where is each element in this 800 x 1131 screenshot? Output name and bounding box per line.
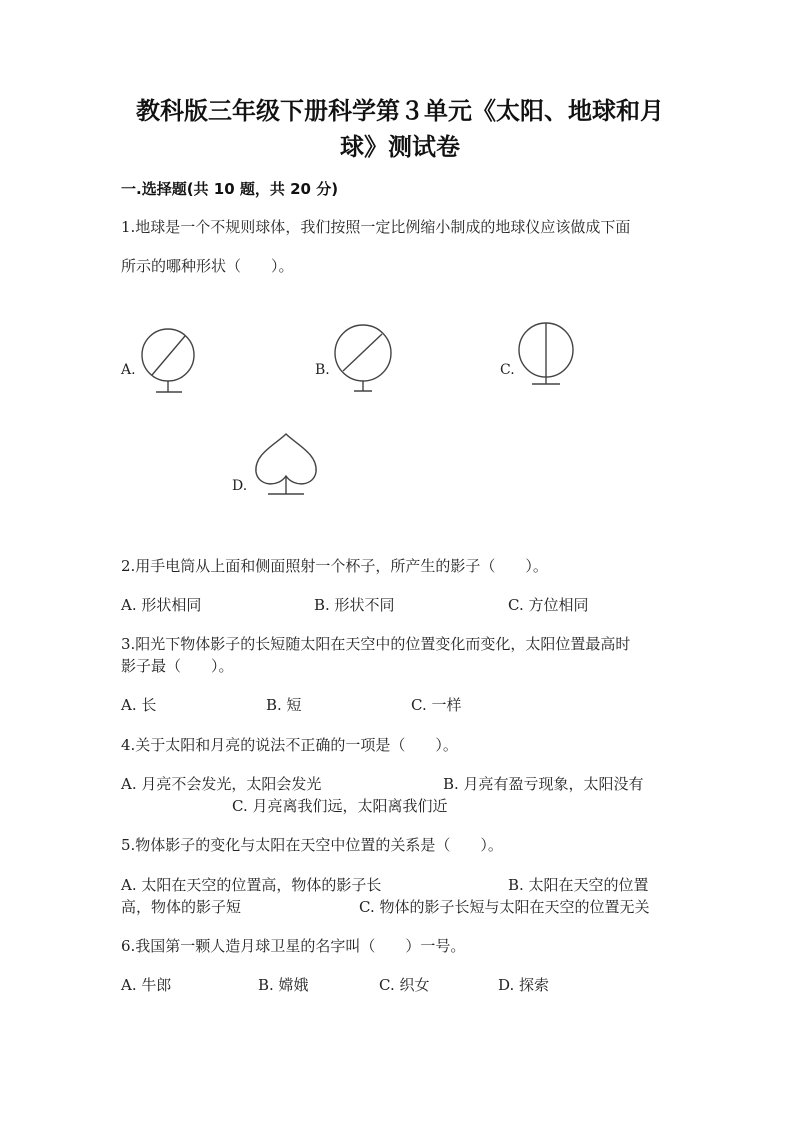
question-4-text: 4.关于太阳和月亮的说法不正确的一项是（ ）。: [121, 736, 458, 754]
q3-option-c: C. 一样: [411, 696, 462, 714]
question-6-text: 6.我国第一颗人造月球卫星的名字叫（ ）一号。: [121, 937, 466, 955]
q3-option-a: A. 长: [121, 696, 157, 714]
q4-option-b: B. 月亮有盈亏现象，太阳没有: [443, 775, 644, 793]
q6-option-a: A. 牛郎: [121, 976, 172, 994]
q5-option-b-end: 高，物体的影子短: [121, 898, 242, 916]
q4-option-a: A. 月亮不会发光，太阳会发光: [121, 775, 322, 793]
q2-option-a: A. 形状相同: [121, 596, 202, 614]
question-1-line-2: 所示的哪种形状（ ）。: [121, 257, 294, 275]
q1-option-d-label: D.: [232, 478, 248, 494]
q5-option-c: C. 物体的影子长短与太阳在天空的位置无关: [359, 898, 650, 916]
q3-option-b: B. 短: [266, 696, 302, 714]
question-3-line-2: 影子最（ ）。: [121, 657, 234, 675]
globe-vertical-figure-c: [518, 320, 578, 390]
q6-option-d: D. 探索: [498, 976, 550, 994]
q4-option-c: C. 月亮离我们远，太阳离我们近: [232, 797, 448, 815]
globe-diagonal-figure-a: [140, 328, 200, 396]
title-line-2: 球》测试卷: [340, 133, 460, 161]
question-5-text: 5.物体影子的变化与太阳在天空中位置的关系是（ ）。: [121, 836, 503, 854]
q6-option-b: B. 嫦娥: [258, 976, 309, 994]
question-2-text: 2.用手电筒从上面和侧面照射一个杯子，所产生的影子（ ）。: [121, 557, 548, 575]
q5-option-b-start: B. 太阳在天空的位置: [508, 876, 649, 894]
page-title: [100, 93, 700, 165]
q1-option-a-label: A.: [121, 362, 136, 378]
q5-option-a: A. 太阳在天空的位置高，物体的影子长: [121, 876, 382, 894]
q1-option-c-label: C.: [500, 362, 515, 378]
globe-tilted-figure-b: [332, 325, 394, 393]
question-3-line-1: 3.阳光下物体影子的长短随太阳在天空中的位置变化而变化，太阳位置最高时: [121, 635, 631, 653]
spade-shape-figure-d: [252, 432, 322, 498]
q2-option-c: C. 方位相同: [508, 596, 589, 614]
q1-option-b-label: B.: [315, 362, 330, 378]
question-1-line-1: 1.地球是一个不规则球体，我们按照一定比例缩小制成的地球仪应该做成下面: [121, 218, 631, 236]
q6-option-c: C. 织女: [379, 976, 430, 994]
section-heading: 一.选择题(共 10 题，共 20 分): [121, 180, 339, 198]
title-line-1: 教科版三年级下册科学第３单元《太阳、地球和月: [136, 97, 664, 125]
q2-option-b: B. 形状不同: [314, 596, 395, 614]
